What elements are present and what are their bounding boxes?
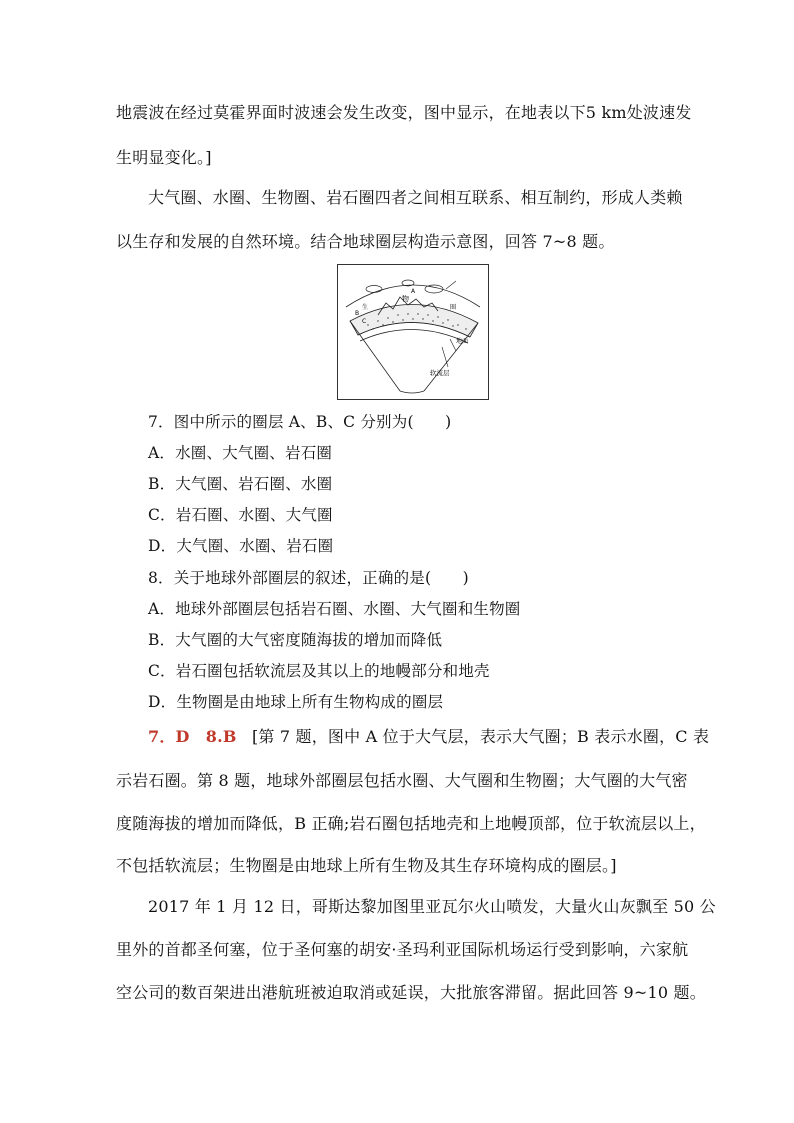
- paragraph-line: 地震波在经过莫霍界面时波速会发生改变，图中显示，在地表以下5 km处波速发: [116, 103, 692, 122]
- question-8-option-c: C．岩石圈包括软流层及其以上的地幔部分和地壳: [148, 662, 490, 680]
- paragraph-line: 空公司的数百架进出港航班被迫取消或延误，大批旅客滞留。据此回答 9~10 题。: [116, 983, 706, 1002]
- question-8-option-a: A．地球外部圈层包括岩石圈、水圈、大气圈和生物圈: [148, 600, 521, 618]
- label-wu: 物: [402, 295, 409, 303]
- paragraph-line: 以生存和发展的自然环境。结合地球圈层构造示意图，回答 7~8 题。: [116, 232, 615, 251]
- answer-text: [第 7 题，图中 A 位于大气层，表示大气圈；B 表示水圈，C 表: [251, 727, 710, 746]
- label-quan: 圈: [450, 304, 457, 311]
- label-ruanliu: 软流层: [430, 369, 450, 377]
- question-7-stem: 7．图中所示的圈层 A、B、C 分别为( ): [148, 413, 452, 431]
- answer-line: [148, 724, 709, 747]
- answer-line: 度随海拔的增加而降低，B 正确;岩石圈包括地壳和上地幔顶部，位于软流层以上，: [116, 814, 706, 833]
- label-sheng: 生: [362, 304, 369, 311]
- label-c: C: [362, 318, 367, 325]
- question-7-option-a: A．水圈、大气圈、岩石圈: [148, 444, 333, 462]
- answer-line: 示岩石圈。第 8 题，地球外部圈层包括水圈、大气圈和生物圈；大气圈的大气密: [116, 771, 688, 790]
- paragraph-line: 2017 年 1 月 12 日，哥斯达黎加图里亚瓦尔火山喷发，大量火山灰飘至 50 公: [148, 897, 716, 916]
- question-8-option-d: D．生物圈是由地球上所有生物构成的圈层: [148, 693, 444, 711]
- question-7-option-d: D．大气圈、水圈、岩石圈: [148, 537, 334, 555]
- question-7-option-b: B．大气圈、岩石圈、水圈: [148, 475, 333, 493]
- question-8-option-b: B．大气圈的大气密度随海拔的增加而降低: [148, 631, 443, 649]
- label-a: A: [411, 288, 416, 295]
- earth-sphere-structure-figure: [337, 264, 489, 400]
- answer-key: 7．D 8.B: [148, 727, 237, 746]
- answer-line: 不包括软流层；生物圈是由地球上所有生物及其生存环境构成的圈层。]: [116, 856, 617, 875]
- question-7-option-c: C．岩石圈、水圈、大气圈: [148, 506, 333, 524]
- label-b: B: [355, 310, 360, 317]
- paragraph-line: 大气圈、水圈、生物圈、岩石圈四者之间相互联系、相互制约，形成人类赖: [148, 188, 683, 207]
- question-8-stem: 8．关于地球外部圈层的叙述，正确的是( ): [148, 569, 469, 587]
- paragraph-line: 生明显变化。]: [116, 148, 212, 167]
- paragraph-line: 里外的首都圣何塞，位于圣何塞的胡安·圣玛利亚国际机场运行受到影响，六家航: [116, 940, 689, 959]
- label-dimian: 地面: [456, 338, 469, 345]
